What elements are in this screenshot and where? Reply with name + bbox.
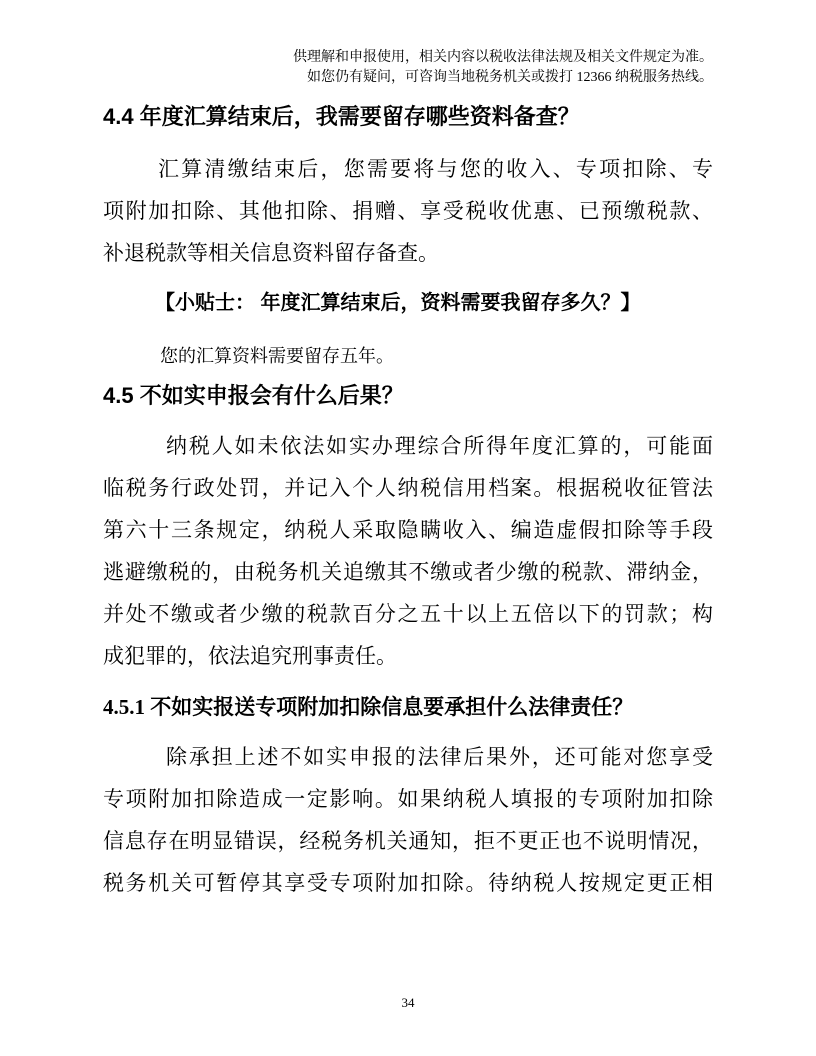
paragraph-line: 纳税人如未依法如实办理综合所得年度汇算的，可能面	[166, 434, 713, 458]
paragraph-4-5	[103, 425, 713, 677]
document-content	[103, 0, 713, 904]
paragraph-line: 汇算清缴结束后，您需要将与您的收入、专项扣除、专	[158, 157, 713, 181]
page-number: 34	[401, 995, 415, 1010]
section-heading-4-5: 4.5 不如实申报会有什么后果？	[103, 383, 404, 408]
paragraph-line: 信息存在明显错误，经税务机关通知，拒不更正也不说明情况，	[103, 829, 713, 853]
header-disclaimer-line-1: 供理解和申报使用，相关内容以税收法律法规及相关文件规定为准。	[293, 50, 713, 65]
paragraph-4-5-1	[103, 736, 713, 904]
paragraph-line: 专项附加扣除造成一定影响。如果纳税人填报的专项附加扣除	[103, 787, 713, 811]
paragraph-line: 逃避缴税的，由税务机关追缴其不缴或者少缴的税款、滞纳金，	[103, 560, 713, 584]
header-disclaimer-line-2: 如您仍有疑问，可咨询当地税务机关或拨打 12366 纳税服务热线。	[307, 70, 713, 85]
paragraph-line: 并处不缴或者少缴的税款百分之五十以上五倍以下的罚款；构	[103, 602, 713, 626]
paragraph-line: 临税务行政处罚，并记入个人纳税信用档案。根据税收征管法	[103, 476, 713, 500]
tip-body: 您的汇算资料需要留存五年。	[160, 346, 394, 366]
paragraph-4-4	[103, 148, 713, 274]
section-heading-4-4: 4.4 年度汇算结束后，我需要留存哪些资料备查？	[103, 104, 580, 129]
tip-heading: 【小贴士： 年度汇算结束后，资料需要我留存多久？】	[155, 292, 641, 314]
paragraph-line: 成犯罪的，依法追究刑事责任。	[103, 644, 397, 668]
paragraph-line: 除承担上述不如实申报的法律后果外，还可能对您享受	[166, 745, 713, 769]
paragraph-line: 税务机关可暂停其享受专项附加扣除。待纳税人按规定更正相	[103, 871, 713, 895]
paragraph-line: 项附加扣除、其他扣除、捐赠、享受税收优惠、已预缴税款、	[103, 199, 713, 223]
section-heading-4-5-1: 4.5.1 不如实报送专项附加扣除信息要承担什么法律责任？	[103, 695, 634, 719]
paragraph-line: 补退税款等相关信息资料留存备查。	[103, 241, 439, 265]
page-header-disclaimer	[103, 48, 713, 88]
paragraph-line: 第六十三条规定，纳税人采取隐瞒收入、编造虚假扣除等手段	[103, 518, 713, 542]
